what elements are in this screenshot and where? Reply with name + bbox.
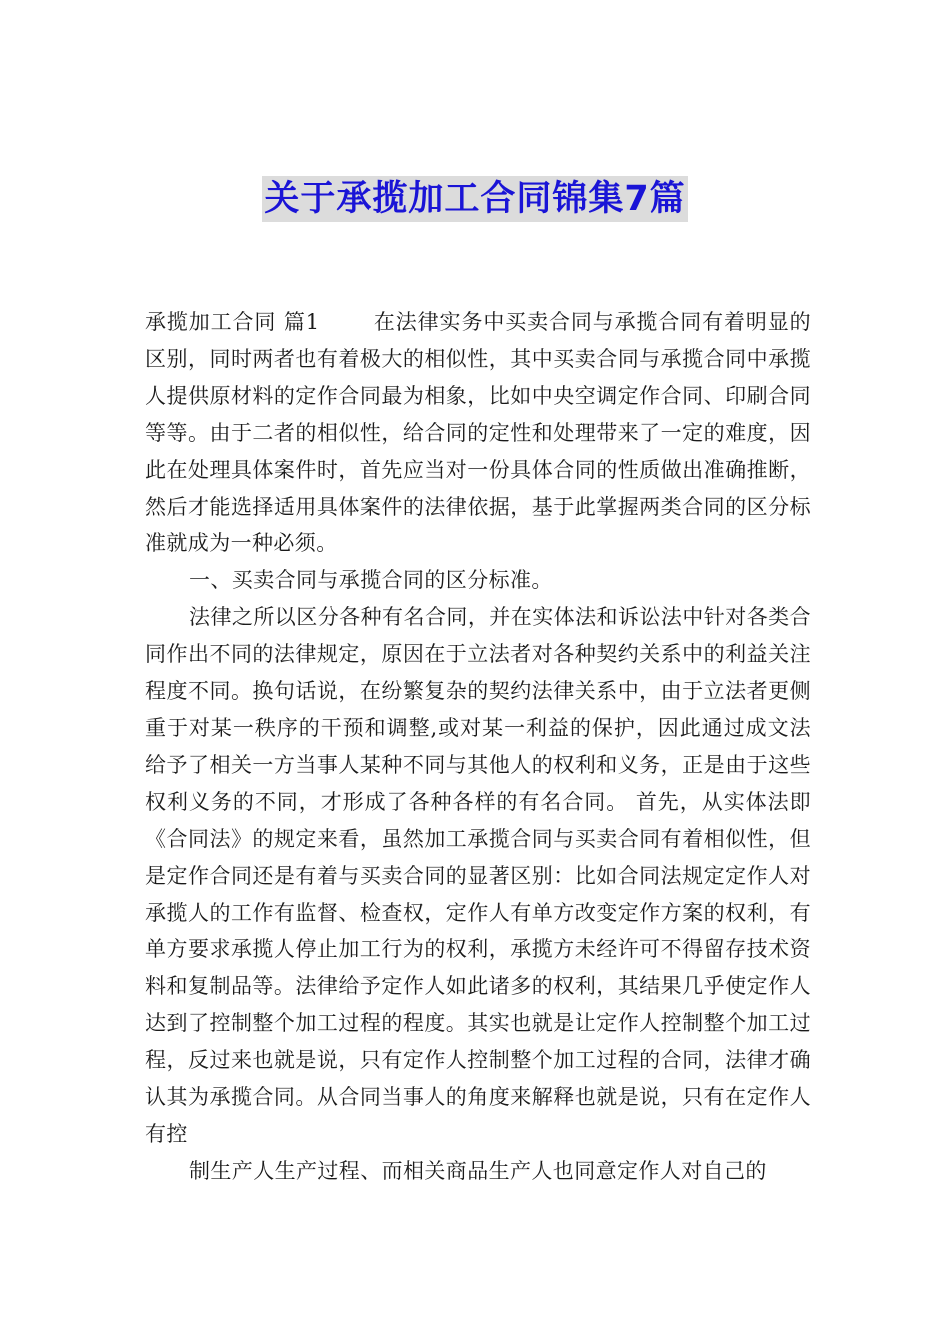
paragraph-text: 在法律实务中买卖合同与承揽合同有着明显的区别，同时两者也有着极大的相似性，其中买卖合同与承揽合同中承揽人提供原材料的定作合同最为相象，比如中央空调定作合同、印刷合同等等。由于二者的相似性，给合同的定性和处理带来了一定的难度，因此在处理具体案件时，首先应当对一份具体合同的性质做出准确推断，然后才能选择适用具体案件的法律依据，基于此掌握两类合同的区分标准就成为一种必须。	[145, 310, 811, 556]
document-title: 关于承揽加工合同锦集7篇	[262, 176, 687, 222]
section-heading: 一、买卖合同与承揽合同的区分标准。	[189, 568, 553, 593]
paragraph-intro	[145, 304, 811, 562]
section-label: 承揽加工合同 篇1	[145, 310, 320, 334]
paragraph-main: 法律之所以区分各种有名合同，并在实体法和诉讼法中针对各类合同作出不同的法律规定，原因在于立法者对各种契约关系中的利益关注程度不同。换句话说，在纷繁复杂的契约法律关系中，由于立法者更侧重于对某一秩序的干预和调整,或对某一利益的保护，因此通过成文法给予了相关一方当事人某种不同与其他人的权利和义务，正是由于这些权利义务的不同，才形成了各种各样的有名合同。 首先，从实体法即《合同法》的规定来看，虽然加工承揽合同与买卖合同有着相似性，但是定作合同还是有着与买卖合同的显著区别：比如合同法规定定作人对承揽人的工作有监督、检查权，定作人有单方改变定作方案的权利，有单方要求承揽人停止加工行为的权利，承揽方未经许可不得留存技术资料和复制品等。法律给予定作人如此诸多的权利，其结果几乎使定作人达到了控制整个加工过程的程度。其实也就是让定作人控制整个加工过程，反过来也就是说，只有定作人控制整个加工过程的合同，法律才确认其为承揽合同。从合同当事人的角度来解释也就是说，只有在定作人有控	[145, 605, 811, 1146]
document-body	[145, 304, 811, 1190]
title-container	[0, 176, 950, 222]
paragraph-continued: 制生产人生产过程、而相关商品生产人也同意定作人对自己的	[189, 1158, 767, 1183]
